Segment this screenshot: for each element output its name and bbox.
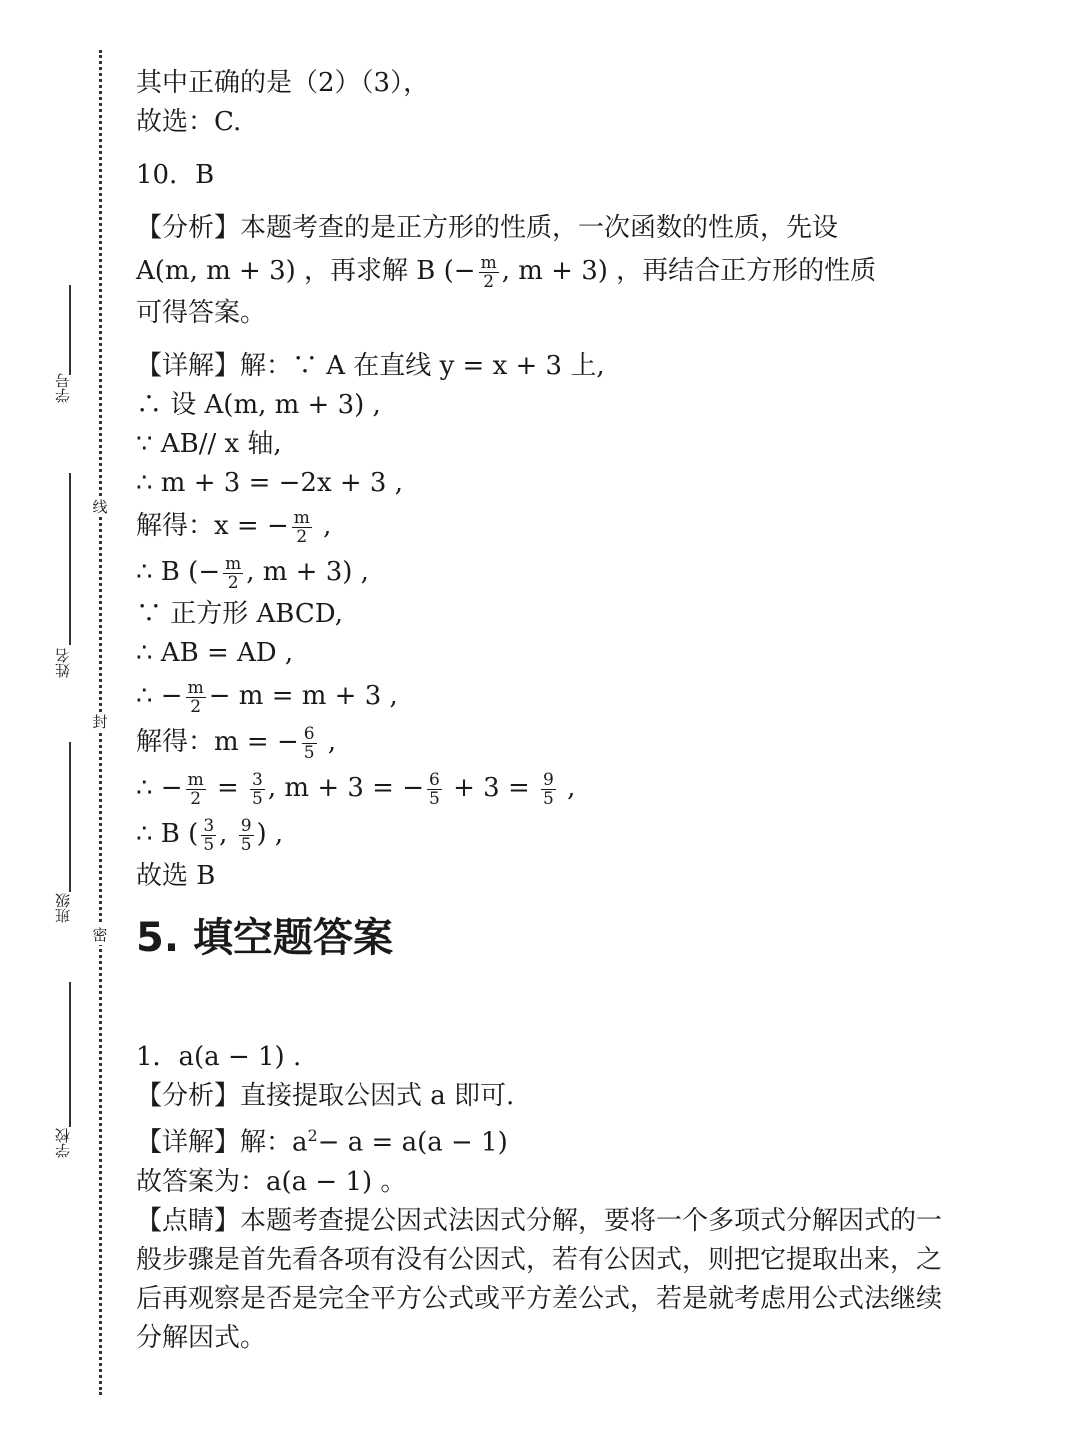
school-underline <box>69 982 71 1127</box>
text-line: 故选：C. <box>136 107 242 137</box>
fraction: $\frac{3}{5}$ <box>252 769 263 809</box>
detail-line: 故选 B <box>136 861 216 891</box>
seal-char-xian: 线 <box>90 497 110 517</box>
question-number: 10．B <box>136 160 215 190</box>
detail-line: 解得：m = − $\frac{6}{5}$ , <box>136 723 337 763</box>
answer-line: 故答案为：a(a − 1) 。 <box>136 1166 407 1197</box>
fraction: $\frac{m}{2}$ <box>480 252 497 292</box>
question-number: 1．a(a − 1) . <box>136 1042 302 1072</box>
class-underline <box>69 742 71 892</box>
fraction: $\frac{3}{5}$ <box>203 815 215 855</box>
detail-line: ∴ 设 A(m, m + 3) , <box>136 390 381 420</box>
fraction: $\frac{9}{5}$ <box>240 815 252 855</box>
detail-line: 【详解】解：$a^2- a = a(a - 1)$ <box>136 1126 508 1158</box>
fraction: $\frac{m}{2}$ <box>187 677 204 717</box>
name-label: 姓名 <box>54 648 72 678</box>
detail-line: ∴ B (− $\frac{m}{2}$ , m + 3) , <box>136 553 369 593</box>
student-id-underline <box>69 285 71 375</box>
note-paragraph: 【点睛】本题考查提公因式法因式分解，要将一个多项式分解因式的一般步骤是首先看各项有没有公因式，若有公因式，则把它提取出来，之后再观察是否是完全平方公式或平方差公式，若是就考虑用公式法继续分解因式。 <box>136 1205 943 1353</box>
fraction: $\frac{6}{5}$ <box>429 769 440 809</box>
fraction: $\frac{6}{5}$ <box>303 723 315 763</box>
analysis-line: 可得答案。 <box>136 298 267 328</box>
fraction: $\frac{m}{2}$ <box>225 553 242 593</box>
binding-margin <box>0 0 130 1443</box>
analysis-line: 【分析】直接提取公因式 a 即可. <box>136 1081 515 1111</box>
section-title: 5. 填空题答案 <box>136 915 393 961</box>
detail-line: ∴ − $\frac{m}{2}$ − m = m + 3 , <box>136 677 398 717</box>
answer-content <box>136 64 966 1358</box>
text-line: 其中正确的是（2）（3）， <box>136 68 430 98</box>
detail-line: ∵ 正方形 ABCD, <box>136 599 343 629</box>
seal-char-feng: 封 <box>90 712 110 732</box>
class-label: 班级 <box>54 893 72 923</box>
name-underline <box>69 473 71 645</box>
detail-line: ∵ AB// x 轴, <box>136 429 282 459</box>
student-id-label: 学号 <box>54 373 72 403</box>
fraction: $\frac{m}{2}$ <box>187 769 204 809</box>
analysis-line: A(m, m + 3) ，再求解 B (− $\frac{m}{2}$ , m + 3) ，再结合正方形的性质 <box>136 252 877 292</box>
detail-line: ∴ − $\frac{m}{2}$ = $\frac{3}{5}$ , m + 3 = − $\frac{6}{5}$ + 3 = $\frac{9}{5}$ , <box>136 769 576 809</box>
detail-line: 【详解】解：∵ A 在直线 y = x + 3 上, <box>136 351 605 381</box>
fraction: $\frac{9}{5}$ <box>543 769 554 809</box>
school-label: 学校 <box>54 1128 72 1158</box>
analysis-line: 【分析】本题考查的是正方形的性质，一次函数的性质，先设 <box>136 213 839 243</box>
detail-line: ∴ AB = AD , <box>136 638 294 668</box>
detail-line: 解得：x = − $\frac{m}{2}$ , <box>136 507 332 547</box>
seal-char-mi: 密 <box>90 925 110 945</box>
fraction: $\frac{m}{2}$ <box>293 507 310 547</box>
detail-line: ∴ m + 3 = −2x + 3 , <box>136 468 404 498</box>
detail-line: ∴ B ( $\frac{3}{5}$ , $\frac{9}{5}$ ) , <box>136 815 284 855</box>
